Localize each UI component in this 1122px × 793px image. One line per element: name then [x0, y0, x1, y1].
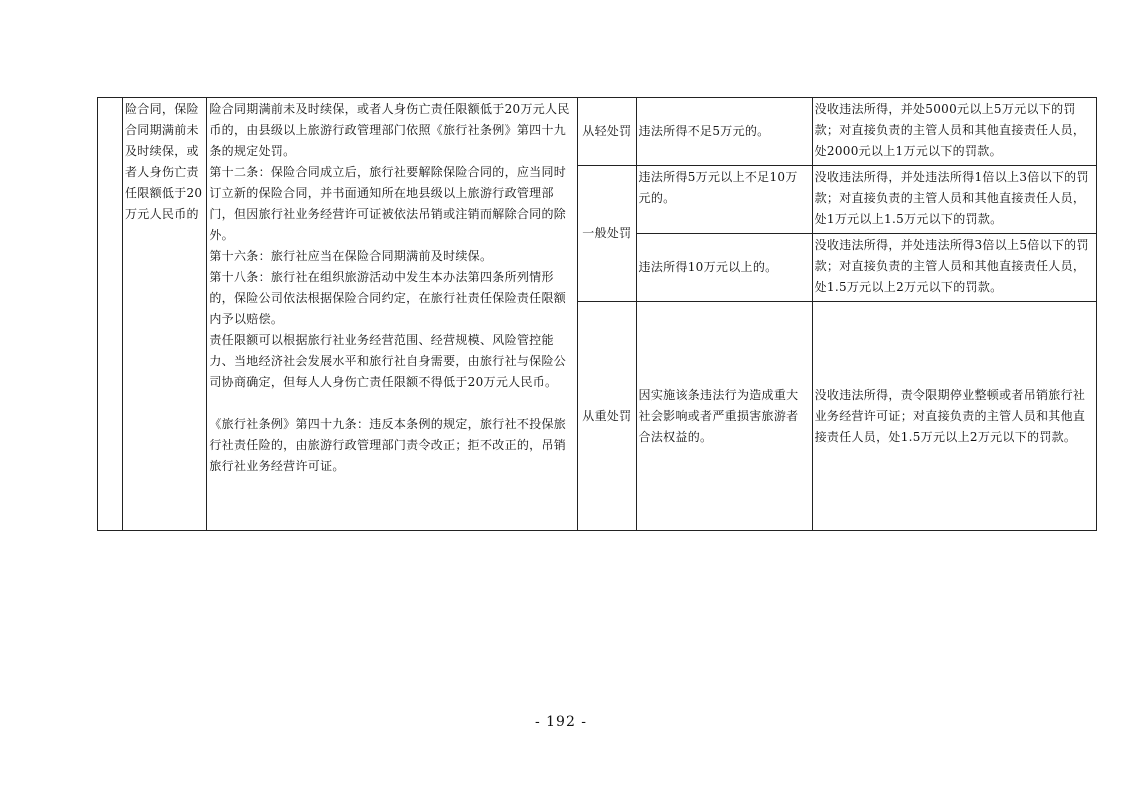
violation-condition-cell: 因实施该条违法行为造成重大社会影响或者严重损害旅游者合法权益的。 [636, 302, 812, 531]
basis-paragraph: 《旅行社条例》第四十九条：违反本条例的规定，旅行社不投保旅行社责任险的，由旅游行政管理部门责令改正；拒不改正的，吊销旅行社业务经营许可证。 [209, 417, 567, 473]
violation-condition-cell: 违法所得不足5万元的。 [636, 98, 812, 166]
basis-paragraph: 第十八条：旅行社在组织旅游活动中发生本办法第四条所列情形的，保险公司依法根据保险合同约定，在旅行社责任保险责任限额内予以赔偿。 [209, 270, 567, 326]
illegal-act-cell: 险合同，保险合同期满前未及时续保，或者人身伤亡责任限额低于20万元人民币的 [123, 98, 207, 531]
paragraph-gap [209, 393, 575, 414]
violation-condition-cell: 违法所得5万元以上不足10万元的。 [636, 166, 812, 234]
penalty-standard-cell: 没收违法所得，责令限期停业整顿或者吊销旅行社业务经营许可证；对直接负责的主管人员和其他直接责任人员，处1.5万元以上2万元以下的罚款。 [812, 302, 1096, 531]
basis-paragraph: 第十六条：旅行社应当在保险合同期满前及时续保。 [209, 249, 493, 263]
basis-paragraph: 责任限额可以根据旅行社业务经营范围、经营规模、风险管控能力、当地经济社会发展水平和旅行社自身需要，由旅行社与保险公司协商确定，但每人人身伤亡责任限额不得低于20万元人民币。 [209, 333, 567, 389]
basis-paragraph: 险合同期满前未及时续保，或者人身伤亡责任限额低于20万元人民币的，由县级以上旅游行政管理部门依照《旅行社条例》第四十九条的规定处罚。 [209, 102, 570, 158]
penalty-level-cell: 从重处罚 [578, 302, 636, 531]
penalty-level-cell: 一般处罚 [578, 166, 636, 302]
penalty-standard-cell: 没收违法所得，并处违法所得3倍以上5倍以下的罚款；对直接负责的主管人员和其他直接责任人员，处1.5万元以上2万元以下的罚款。 [812, 234, 1096, 302]
legal-basis-cell [207, 98, 578, 531]
number-cell [98, 98, 123, 531]
penalty-standard-table [97, 97, 1097, 531]
page-number: - 192 - [534, 714, 588, 730]
penalty-level-cell: 从轻处罚 [578, 98, 636, 166]
penalty-standard-cell: 没收违法所得，并处5000元以上5万元以下的罚款；对直接负责的主管人员和其他直接责任人员，处2000元以上1万元以下的罚款。 [812, 98, 1096, 166]
penalty-standard-cell: 没收违法所得，并处违法所得1倍以上3倍以下的罚款；对直接负责的主管人员和其他直接责任人员，处1万元以上1.5万元以下的罚款。 [812, 166, 1096, 234]
violation-condition-cell: 违法所得10万元以上的。 [636, 234, 812, 302]
basis-paragraph: 第十二条：保险合同成立后，旅行社要解除保险合同的，应当同时订立新的保险合同，并书面通知所在地县级以上旅游行政管理部门，但因旅行社业务经营许可证被依法吊销或注销而解除合同的除外。 [209, 165, 567, 242]
